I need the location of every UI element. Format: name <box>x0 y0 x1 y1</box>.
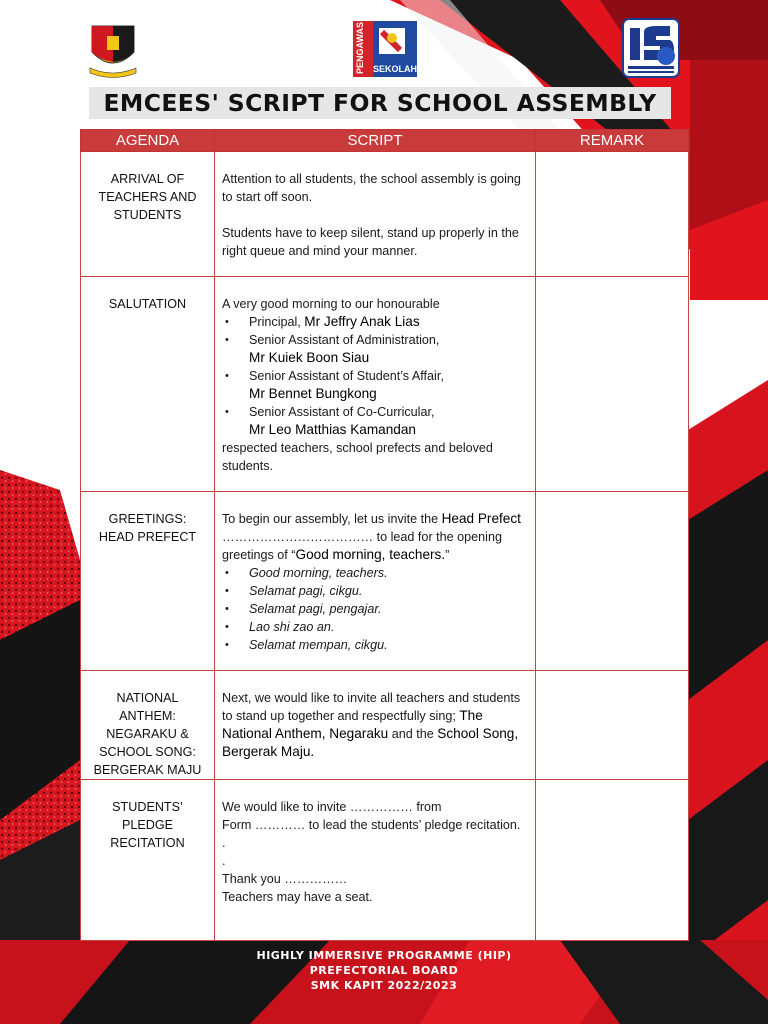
table-row <box>81 671 689 780</box>
agenda-cell: NATIONAL ANTHEM: NEGARAKU & SCHOOL SONG: BERGERAK MAJU <box>81 671 215 780</box>
script-cell <box>215 780 536 941</box>
script-paragraph: To begin our assembly, let us invite the Head Prefect ……………………………… to lead for the opening greetings of “Good morning, teachers.” <box>222 511 521 562</box>
footer-line: SMK KAPIT 2022/2023 <box>310 979 458 992</box>
table-row <box>81 492 689 671</box>
script-table <box>80 129 689 941</box>
list-item: • Selamat pagi, cikgu. <box>222 582 529 600</box>
column-header-script: SCRIPT <box>215 130 536 152</box>
script-paragraph: Attention to all students, the school assembly is going to start off soon. <box>222 172 521 204</box>
script-cell <box>215 492 536 671</box>
salutation-outro: respected teachers, school prefects and beloved students. <box>222 441 493 473</box>
footer-line: PREFECTORIAL BOARD <box>309 964 459 977</box>
table-header-row <box>81 130 689 152</box>
table-row <box>81 152 689 277</box>
script-paragraph: Next, we would like to invite all teachers and students to stand up together and respectfully sing; The National Anthem, Negaraku and the School Song, Bergerak Maju. <box>222 691 521 759</box>
script-line: . <box>222 836 226 850</box>
remark-cell <box>536 277 689 492</box>
column-header-remark: REMARK <box>536 130 689 152</box>
script-line: Form ………… to lead the students’ pledge recitation. <box>222 818 521 832</box>
script-line: Thank you …………… <box>222 872 348 886</box>
remark-cell <box>536 780 689 941</box>
svg-text:SEKOLAH: SEKOLAH <box>372 64 418 74</box>
list-item: • Principal, Mr Jeffry Anak Lias <box>222 313 529 331</box>
list-item: • Selamat pagi, pengajar. <box>222 600 529 618</box>
remark-cell <box>536 152 689 277</box>
hip-programme-logo <box>622 18 680 78</box>
script-cell <box>215 671 536 780</box>
list-item: • Lao shi zao an. <box>222 618 529 636</box>
script-line: . <box>222 854 226 868</box>
list-item: • Good morning, teachers. <box>222 564 529 582</box>
agenda-cell: SALUTATION <box>81 277 215 492</box>
agenda-cell: ARRIVAL OF TEACHERS AND STUDENTS <box>81 152 215 277</box>
footer-line: HIGHLY IMMERSIVE PROGRAMME (HIP) <box>256 949 512 962</box>
list-item: • Senior Assistant of Student’s Affair, <box>222 367 529 385</box>
pengawas-sekolah-logo <box>352 20 418 78</box>
script-line: We would like to invite …………… from <box>222 800 442 814</box>
page-title: EMCEES' SCRIPT FOR SCHOOL ASSEMBLY <box>89 87 671 119</box>
script-line: Teachers may have a seat. <box>222 890 373 904</box>
script-cell <box>215 277 536 492</box>
svg-text:PENGAWAS: PENGAWAS <box>355 21 365 74</box>
table-row <box>81 277 689 492</box>
honoree-name: Mr Bennet Bungkong <box>249 386 377 401</box>
remark-cell <box>536 492 689 671</box>
honoree-name: Mr Kuiek Boon Siau <box>249 350 370 365</box>
greetings-list <box>222 564 529 654</box>
list-item: • Selamat mempan, cikgu. <box>222 636 529 654</box>
script-paragraph: Students have to keep silent, stand up properly in the right queue and mind your manner. <box>222 226 519 258</box>
salutation-intro: A very good morning to our honourable <box>222 297 440 311</box>
footer <box>200 948 568 993</box>
salutation-list <box>222 313 529 349</box>
state-crest-logo <box>86 22 140 80</box>
remark-cell <box>536 671 689 780</box>
list-item: • Senior Assistant of Administration, <box>222 331 529 349</box>
column-header-agenda: AGENDA <box>81 130 215 152</box>
table-row <box>81 780 689 941</box>
agenda-cell: STUDENTS’ PLEDGE RECITATION <box>81 780 215 941</box>
script-cell <box>215 152 536 277</box>
list-item: • Senior Assistant of Co-Curricular, <box>222 403 529 421</box>
honoree-name: Mr Leo Matthias Kamandan <box>249 422 416 437</box>
agenda-cell: GREETINGS: HEAD PREFECT <box>81 492 215 671</box>
